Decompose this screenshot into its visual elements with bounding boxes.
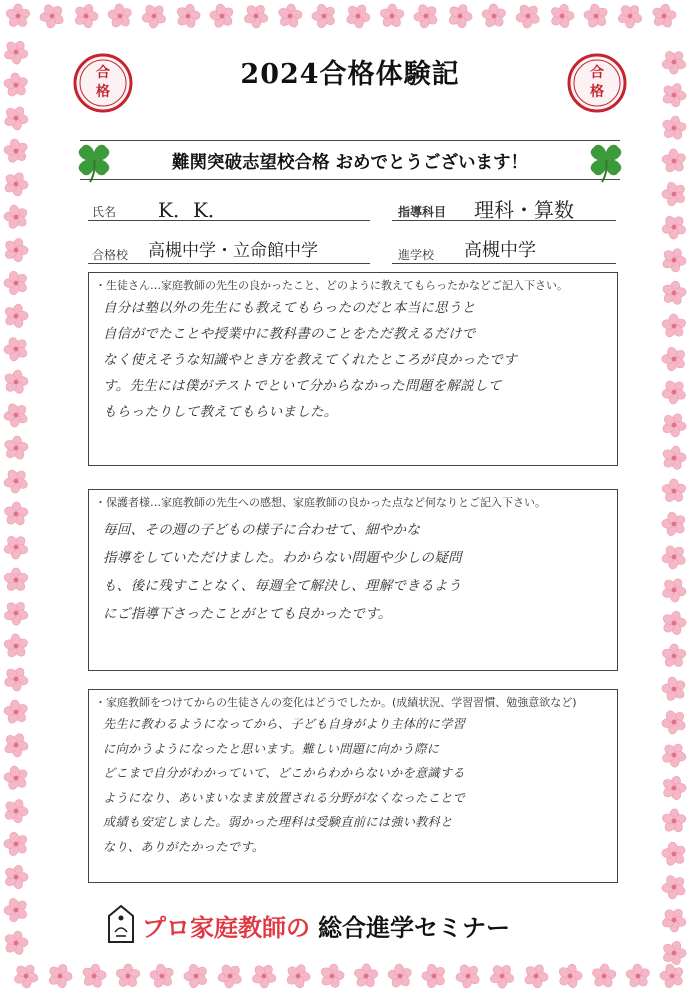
cherry-blossom-icon: [659, 114, 688, 142]
cherry-blossom-icon: [656, 704, 692, 740]
comment-line: 自信がでたことや授業中に教科書のことをただ教えるだけで: [103, 326, 476, 342]
cherry-blossom-icon: [0, 200, 33, 235]
cherry-blossom-icon: [657, 244, 691, 277]
cherry-blossom-icon: [590, 963, 618, 990]
cherry-blossom-icon: [103, 0, 136, 33]
passed-school-value: 高槻中学・立命館中学: [148, 241, 318, 261]
cherry-blossom-icon: [656, 869, 692, 905]
guardian-prompt: ・保護者様…家庭教師の先生への感想、家庭教師の良かった点など何なりとご記入下さい。: [95, 496, 546, 509]
subject-value: 理科・算数: [474, 198, 574, 222]
cherry-blossom-icon: [0, 695, 33, 729]
comment-line: 指導をしていただけました。わからない問題や少しの疑問: [103, 550, 462, 566]
cherry-blossom-icon: [0, 331, 34, 367]
footer-brand: [100, 902, 600, 946]
cherry-blossom-icon: [519, 960, 553, 993]
cherry-blossom-icon: [656, 176, 691, 211]
cherry-blossom-icon: [659, 279, 689, 308]
cherry-blossom-icon: [0, 530, 34, 565]
passed-seal-right: [566, 52, 628, 114]
cherry-blossom-icon: [0, 134, 33, 168]
cherry-blossom-icon: [0, 795, 33, 828]
footer-brand-prefix: プロ家庭教師の: [142, 914, 310, 942]
cherry-blossom-icon: [1, 367, 31, 396]
cherry-blossom-icon: [306, 0, 341, 34]
cherry-blossom-icon: [450, 958, 486, 994]
four-leaf-clover-icon: [582, 136, 630, 184]
seal-text: 合格: [590, 65, 604, 100]
student-comment: [103, 295, 607, 425]
cherry-blossom-icon: [657, 144, 690, 177]
cherry-blossom-icon: [0, 861, 32, 892]
change-comment-box: [88, 689, 618, 883]
cherry-blossom-icon: [658, 937, 690, 969]
cherry-blossom-icon: [352, 963, 379, 989]
guardian-comment-box: [88, 489, 618, 671]
cherry-blossom-icon: [341, 0, 375, 33]
cherry-blossom-icon: [0, 629, 32, 662]
cherry-blossom-icon: [178, 958, 213, 993]
cherry-blossom-icon: [660, 808, 687, 834]
student-comment-box: [88, 272, 618, 466]
cherry-blossom-icon: [281, 960, 314, 993]
cherry-blossom-icon: [317, 961, 348, 991]
cherry-blossom-icon: [658, 475, 690, 507]
company-logo-icon: [106, 904, 136, 944]
cherry-blossom-icon: [656, 45, 691, 80]
cherry-blossom-icon: [34, 0, 70, 34]
comment-line: 毎回、その週の子どもの様子に合わせて、細やかな: [103, 522, 421, 538]
cherry-blossom-icon: [0, 662, 33, 696]
passed-school-label: 合格校: [92, 248, 129, 262]
cherry-blossom-icon: [0, 728, 33, 761]
cherry-blossom-icon: [656, 374, 692, 410]
cherry-blossom-icon: [0, 168, 33, 201]
entered-school-value: 高槻中学: [464, 240, 536, 261]
cherry-blossom-icon: [79, 962, 109, 991]
entered-school-label: 進学校: [398, 248, 435, 262]
cherry-blossom-icon: [656, 539, 692, 575]
cherry-blossom-icon: [654, 959, 689, 994]
comment-line: に向かうようになったと思います。難しい問題に向かう際に: [103, 741, 440, 756]
cherry-blossom-icon: [172, 1, 203, 31]
entered-school-underline: [392, 263, 616, 264]
cherry-blossom-icon: [579, 0, 613, 33]
cherry-blossom-icon: [0, 301, 32, 332]
cherry-blossom-icon: [658, 608, 689, 638]
comment-line: 先生に教わるようになってから、子ども自身がより主体的に学習: [103, 717, 466, 731]
change-prompt: ・家庭教師をつけてからの生徒さんの変化はどうでしたか。(成績状況、学習習慣、勉強意欲など): [95, 696, 577, 709]
congratulations-banner: [80, 140, 620, 180]
cherry-blossom-icon: [657, 408, 691, 442]
banner-text: 難関突破志望校合格 おめでとうございます！: [171, 153, 529, 173]
cherry-blossom-icon: [5, 4, 31, 29]
cherry-blossom-icon: [212, 958, 248, 994]
cherry-blossom-icon: [656, 341, 691, 376]
cherry-blossom-icon: [383, 959, 416, 993]
name-underline: [88, 220, 370, 221]
cherry-blossom-icon: [0, 761, 33, 796]
cherry-blossom-icon: [0, 463, 34, 499]
cherry-blossom-icon: [115, 964, 141, 989]
cherry-blossom-icon: [656, 903, 691, 938]
name-value: K．K．: [158, 198, 228, 222]
cherry-blossom-icon: [657, 79, 690, 112]
cherry-blossom-icon: [656, 209, 692, 244]
cherry-blossom-icon: [621, 959, 654, 992]
subject-underline: [392, 220, 616, 221]
guardian-comment: [103, 516, 607, 628]
cherry-blossom-icon: [656, 507, 691, 542]
cherry-blossom-icon: [0, 68, 32, 102]
comment-line: にご指導下さったことがとても良かったです。: [103, 606, 392, 622]
comment-line: もらったりして教えてもらいました。: [103, 404, 338, 420]
cherry-blossom-icon: [0, 35, 33, 70]
cherry-blossom-icon: [0, 892, 33, 928]
cherry-blossom-icon: [0, 234, 32, 266]
cherry-blossom-icon: [657, 837, 691, 872]
subject-label: 指導科目: [398, 205, 447, 219]
cherry-blossom-icon: [554, 961, 585, 991]
footer-brand-name: 総合進学セミナー: [318, 914, 510, 942]
cherry-blossom-icon: [246, 959, 281, 994]
cherry-blossom-icon: [443, 0, 476, 32]
cherry-blossom-icon: [478, 0, 511, 33]
comment-line: 自分は塾以外の先生にも教えてもらったのだと本当に思うと: [103, 300, 476, 316]
cherry-blossom-icon: [379, 3, 406, 28]
cherry-blossom-icon: [408, 0, 444, 34]
cherry-blossom-icon: [8, 959, 43, 993]
cherry-blossom-icon: [510, 0, 546, 34]
comment-line: なり、ありがたかったです。: [103, 839, 265, 854]
cherry-blossom-icon: [659, 443, 690, 473]
cherry-blossom-icon: [661, 644, 687, 669]
cherry-blossom-icon: [0, 397, 34, 433]
cherry-blossom-icon: [0, 928, 31, 958]
cherry-blossom-icon: [546, 1, 578, 32]
seal-text: 合格: [96, 65, 110, 100]
cherry-blossom-icon: [0, 265, 33, 300]
cherry-blossom-icon: [649, 2, 679, 31]
comment-line: す。先生には僕がテストでといて分からなかった問題を解説して: [103, 378, 502, 394]
cherry-blossom-icon: [1, 434, 30, 462]
cherry-blossom-icon: [658, 773, 690, 804]
comment-line: 成績も安定しました。弱かった理科は受験直前には強い教科と: [103, 815, 453, 829]
cherry-blossom-icon: [275, 2, 304, 30]
name-label: 氏名: [92, 205, 117, 219]
comment-line: も、後に残すことなく、毎週全て解決し、理解できるよう: [103, 578, 462, 594]
cherry-blossom-icon: [416, 958, 451, 993]
cherry-blossom-icon: [205, 0, 239, 33]
comment-line: ようになり、あいまいなまま放置される分野がなくなったことで: [103, 790, 466, 805]
cherry-blossom-icon: [2, 501, 30, 527]
passed-seal-left: [72, 52, 134, 114]
cherry-blossom-icon: [484, 959, 519, 994]
cherry-blossom-icon: [238, 0, 273, 34]
cherry-blossom-icon: [43, 960, 76, 992]
cherry-blossom-icon: [656, 738, 691, 772]
cherry-blossom-icon: [612, 0, 647, 34]
cherry-blossom-icon: [0, 596, 33, 631]
cherry-blossom-icon: [136, 0, 172, 34]
cherry-blossom-icon: [145, 959, 179, 993]
passed-school-underline: [88, 263, 370, 264]
comment-line: どこまで自分がわかっていて、どこからわからないかを意識する: [103, 766, 465, 780]
cherry-blossom-icon: [3, 568, 29, 593]
comment-line: なく使えそうな知識やとき方を教えてくれたところが良かったです: [103, 352, 517, 368]
cherry-blossom-icon: [657, 573, 692, 607]
change-comment: [103, 712, 607, 859]
cherry-blossom-icon: [0, 827, 33, 862]
cherry-blossom-icon: [0, 101, 33, 135]
cherry-blossom-icon: [658, 310, 690, 343]
cherry-blossom-icon: [657, 672, 691, 707]
cherry-blossom-icon: [70, 0, 103, 32]
student-prompt: ・生徒さん…家庭教師の先生の良かったこと、どのように教えてもらったかなどご記入下さい。: [95, 279, 568, 292]
page-title: 2024合格体験記: [240, 59, 460, 90]
